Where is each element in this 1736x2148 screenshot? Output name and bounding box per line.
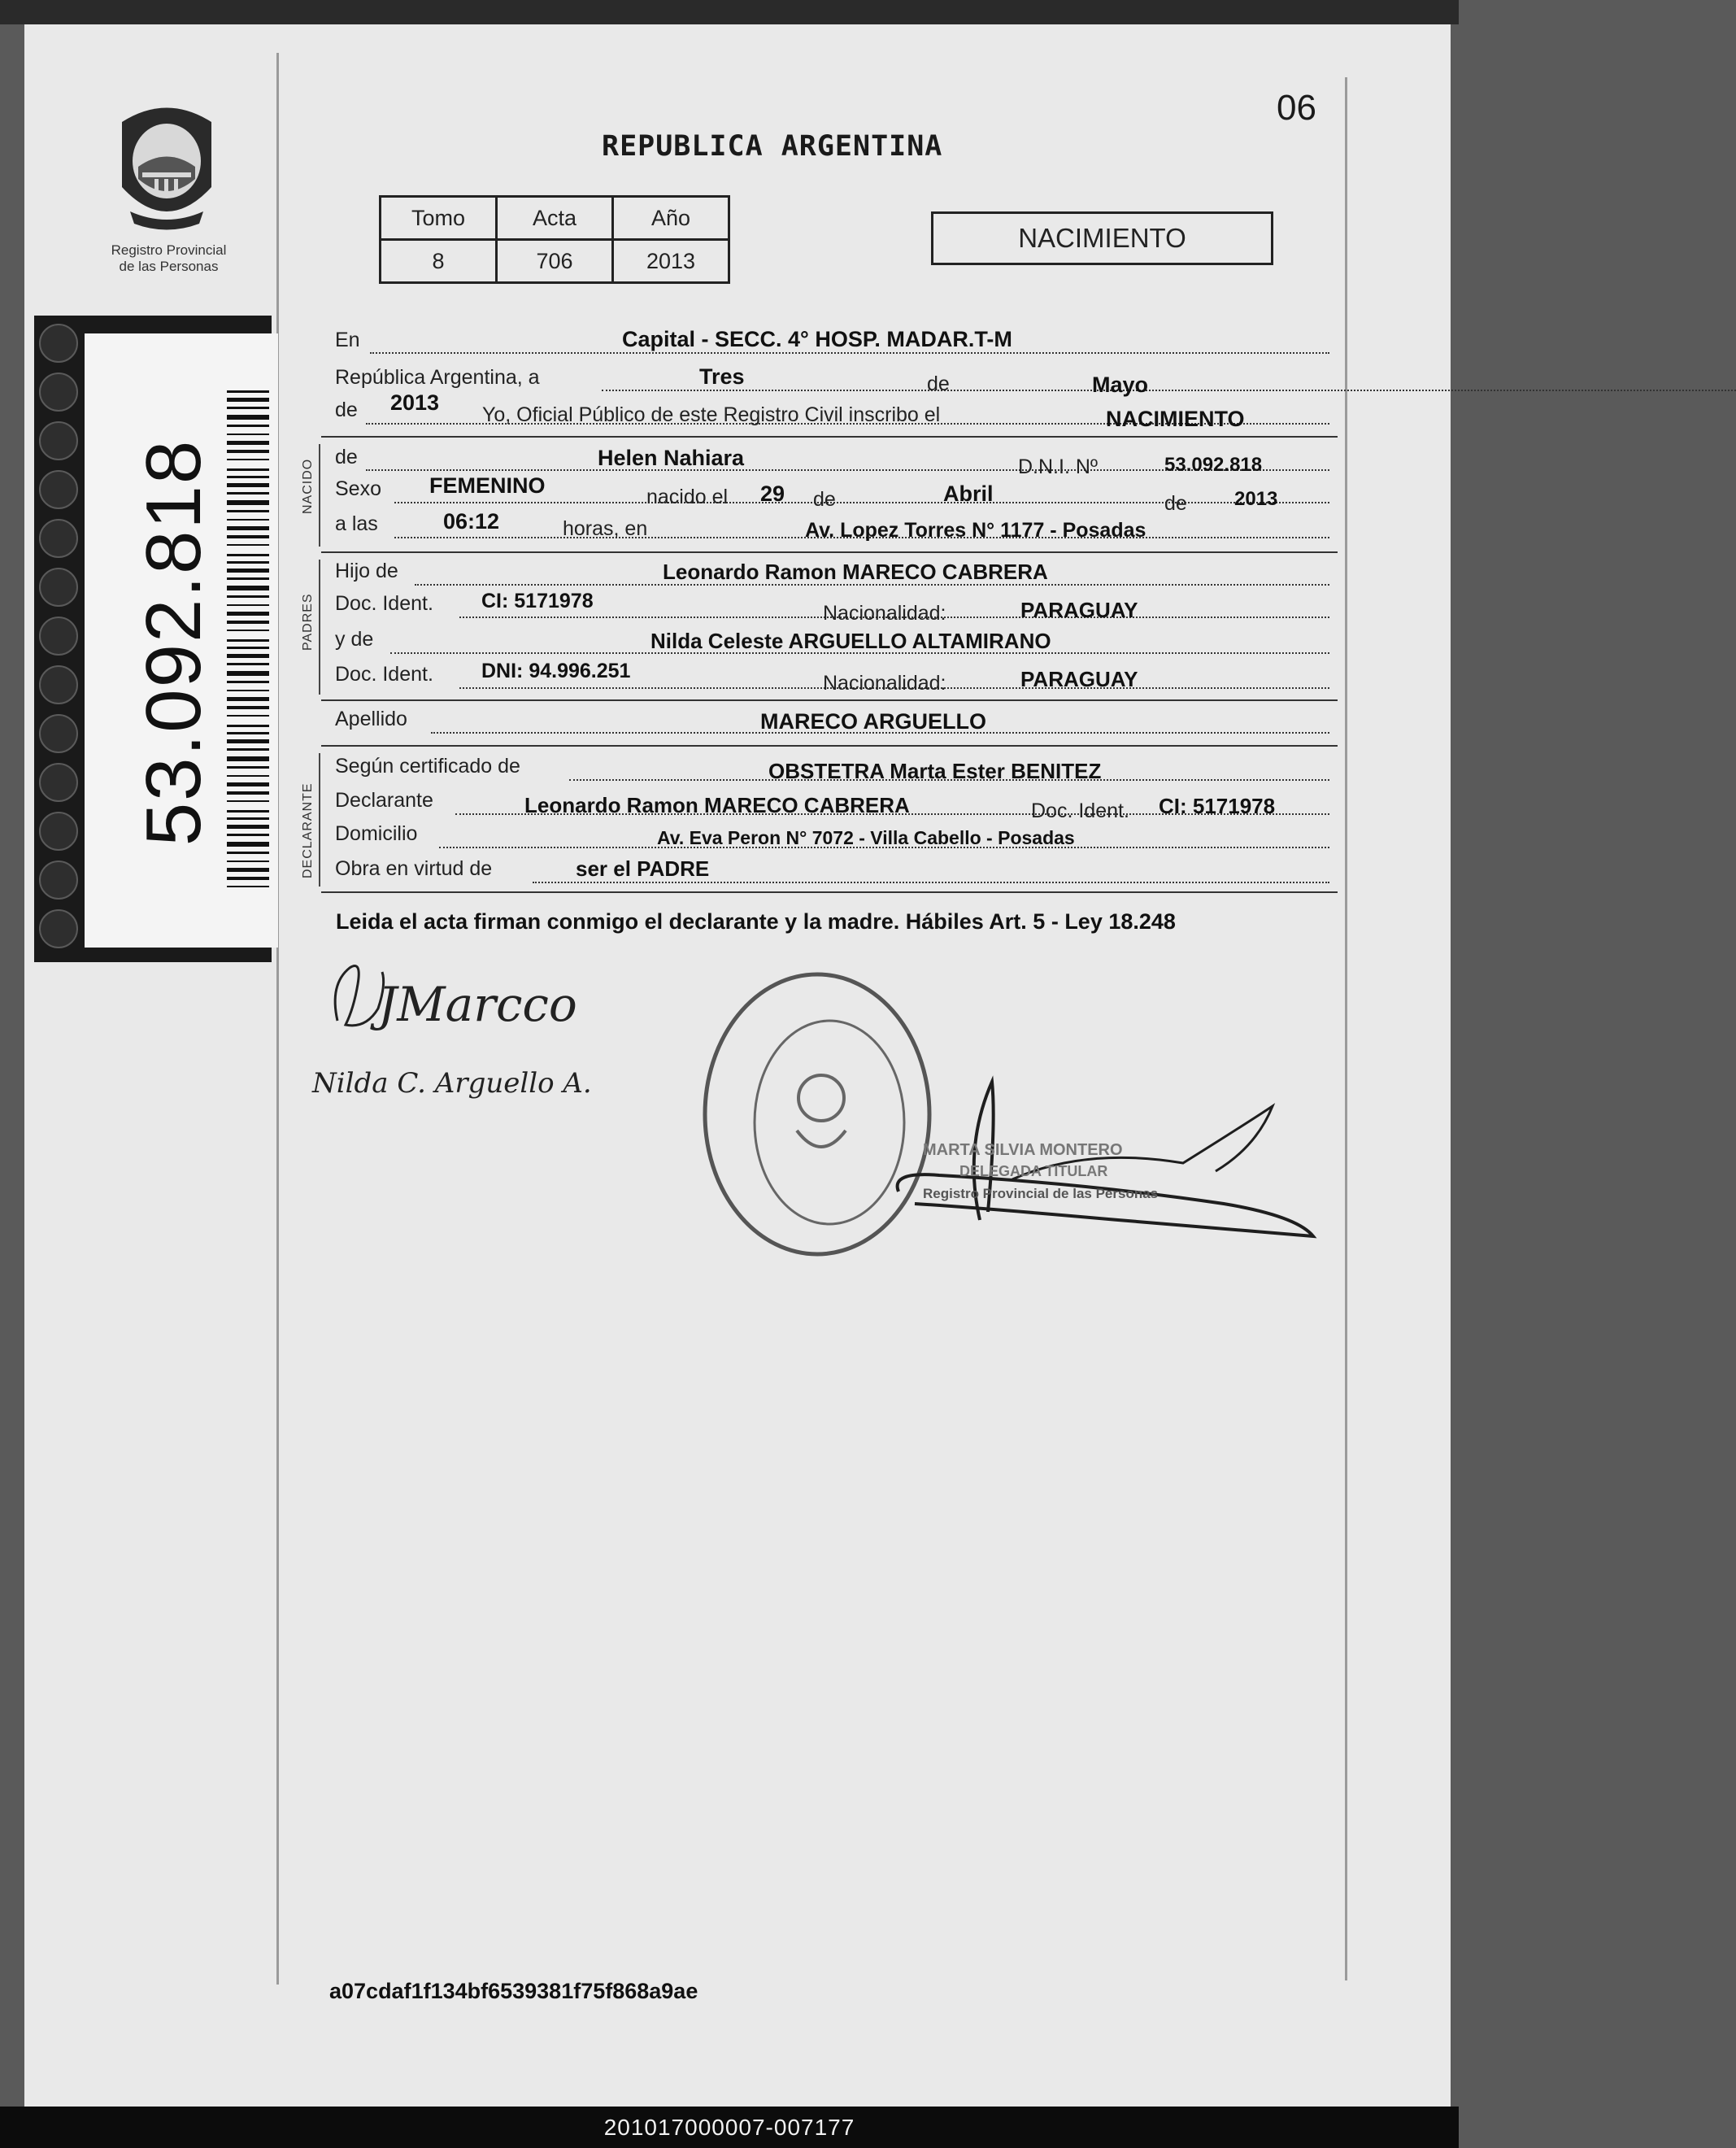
label-domicilio: Domicilio <box>335 822 418 845</box>
hologram-coin-icon <box>39 421 78 460</box>
value-padre-nac: PARAGUAY <box>1020 598 1138 622</box>
label-hijo-de: Hijo de <box>335 560 398 582</box>
registry-header-acta: Acta <box>497 197 613 240</box>
section-separator <box>321 699 1338 701</box>
barcode-icon <box>227 390 269 895</box>
value-declarante-doc: CI: 5171978 <box>1159 794 1276 818</box>
mother-signature <box>309 1053 594 1110</box>
dotted-line <box>370 352 1329 354</box>
value-dni: 53.092.818 <box>1164 454 1263 476</box>
registry-value-anio: 2013 <box>613 240 729 283</box>
section-bar-declarante <box>319 753 320 887</box>
registry-label <box>81 242 256 275</box>
footer-id: 201017000007-007177 <box>0 2107 1459 2148</box>
registry-label-line1: Registro Provincial <box>111 242 227 258</box>
dotted-line <box>602 390 1736 391</box>
hologram-coin-icon <box>39 324 78 363</box>
registry-header-tomo: Tomo <box>381 197 497 240</box>
value-apellido: MARECO ARGUELLO <box>760 709 986 734</box>
side-label-padres: PADRES <box>301 593 315 651</box>
closing-statement: Leida el acta firman conmigo el declarante y la madre. Hábiles Art. 5 - Ley 18.248 <box>336 909 1176 934</box>
father-signature <box>321 952 577 1041</box>
value-certificado: OBSTETRA Marta Ester BENITEZ <box>768 759 1102 783</box>
stamp-official-org: Registro Provincial de las Personas <box>923 1186 1159 1201</box>
value-padre: Leonardo Ramon MARECO CABRERA <box>663 560 1048 584</box>
value-declarante: Leonardo Ramon MARECO CABRERA <box>524 793 910 817</box>
hologram-coin-icon <box>39 812 78 851</box>
side-label-declarante: DECLARANTE <box>301 782 315 878</box>
section-separator <box>321 745 1338 747</box>
barcode-sticker <box>34 316 272 962</box>
section-separator <box>321 551 1338 553</box>
label-declarante: Declarante <box>335 789 433 812</box>
section-bar-nacido <box>319 444 320 547</box>
section-separator <box>321 891 1338 893</box>
value-madre-nac: PARAGUAY <box>1020 667 1138 691</box>
hologram-coin-icon <box>39 909 78 948</box>
hologram-coin-icon <box>39 861 78 900</box>
label-doc-ident3: Doc. Ident. <box>1031 800 1129 822</box>
label-segun-certificado: Según certificado de <box>335 755 520 778</box>
value-madre: Nilda Celeste ARGUELLO ALTAMIRANO <box>650 629 1051 653</box>
stamp-official-name: MARTA SILVIA MONTERO <box>923 1141 1123 1159</box>
label-dni: D.N.I. Nº <box>1018 455 1099 478</box>
value-nombre: Helen Nahiara <box>598 446 745 470</box>
dotted-line <box>394 502 1329 503</box>
label-obra-en-virtud: Obra en virtud de <box>335 857 493 880</box>
section-bar-padres <box>319 560 320 695</box>
label-de-month: de <box>813 488 836 511</box>
label-de-year: de <box>335 399 358 421</box>
value-domicilio: Av. Eva Peron N° 7072 - Villa Cabello - Posadas <box>657 827 1075 848</box>
label-nacionalidad: Nacionalidad: <box>823 602 946 625</box>
value-anio-acta: 2013 <box>390 390 440 415</box>
label-yo-oficial: Yo, Oficial Público de este Registro Civil inscribo el <box>482 403 941 426</box>
label-de-year2: de <box>1164 492 1187 515</box>
label-de-name: de <box>335 446 358 468</box>
side-label-nacido: NACIDO <box>301 458 315 514</box>
value-obra-virtud: ser el PADRE <box>576 856 710 881</box>
value-sexo: FEMENINO <box>429 473 546 498</box>
top-scan-edge <box>0 0 1459 24</box>
label-a-las: a las <box>335 512 378 535</box>
label-en: En <box>335 329 360 351</box>
document-type-box: NACIMIENTO <box>931 211 1273 265</box>
hologram-coin-icon <box>39 373 78 412</box>
label-republica: República Argentina, a <box>335 366 540 389</box>
value-madre-doc: DNI: 94.996.251 <box>481 660 631 682</box>
stamp-official-title: DELEGADA TITULAR <box>959 1163 1108 1179</box>
hologram-coin-icon <box>39 470 78 509</box>
value-anio-nac: 2013 <box>1234 488 1278 510</box>
label-apellido: Apellido <box>335 708 407 730</box>
value-dia-acta: Tres <box>699 364 745 389</box>
right-margin-rule <box>1345 77 1347 1980</box>
registry-label-line2: de las Personas <box>119 259 219 274</box>
barcode-card <box>85 333 278 948</box>
value-mes-nac: Abril <box>943 481 994 506</box>
hologram-coin-icon <box>39 568 78 607</box>
mother-signature-text: Nilda C. Arguello A. <box>312 1067 592 1100</box>
value-lugar: Capital - SECC. 4° HOSP. MADAR.T-M <box>622 327 1012 351</box>
label-doc-ident: Doc. Ident. <box>335 592 433 615</box>
official-signature <box>874 1074 1321 1277</box>
hologram-coin-icon <box>39 665 78 704</box>
hologram-coin-icon <box>39 714 78 753</box>
hologram-coin-icon <box>39 519 78 558</box>
registry-header-anio: Año <box>613 197 729 240</box>
value-dia-nac: 29 <box>760 481 785 506</box>
section-separator <box>321 436 1338 438</box>
label-doc-ident2: Doc. Ident. <box>335 663 433 686</box>
label-horas-en: horas, en <box>563 517 648 540</box>
hologram-coin-icon <box>39 763 78 802</box>
page-title: REPUBLICA ARGENTINA <box>602 130 943 163</box>
value-tipo-inscripcion: NACIMIENTO <box>1106 407 1245 431</box>
registry-table <box>379 195 730 284</box>
registry-value-tomo: 8 <box>381 240 497 283</box>
label-nacido-el: nacido el <box>646 486 729 508</box>
father-signature-text: JMarcco <box>378 977 577 1032</box>
document-hash: a07cdaf1f134bf6539381f75f868a9ae <box>329 1979 698 2003</box>
value-padre-doc: CI: 5171978 <box>481 590 594 612</box>
coat-of-arms-icon <box>106 98 228 236</box>
hologram-coin-icon <box>39 617 78 656</box>
barcode-number: 53.092.818 <box>130 438 217 847</box>
page-number: 06 <box>1277 88 1316 128</box>
dotted-line <box>533 882 1329 883</box>
value-mes-acta: Mayo <box>1092 373 1149 397</box>
label-y-de: y de <box>335 628 374 651</box>
registry-value-acta: 706 <box>497 240 613 283</box>
value-lugar-nac: Av. Lopez Torres N° 1177 - Posadas <box>805 519 1146 542</box>
value-hora: 06:12 <box>443 509 500 534</box>
label-de: de <box>927 373 950 395</box>
label-sexo: Sexo <box>335 477 381 500</box>
label-nacionalidad2: Nacionalidad: <box>823 672 946 695</box>
